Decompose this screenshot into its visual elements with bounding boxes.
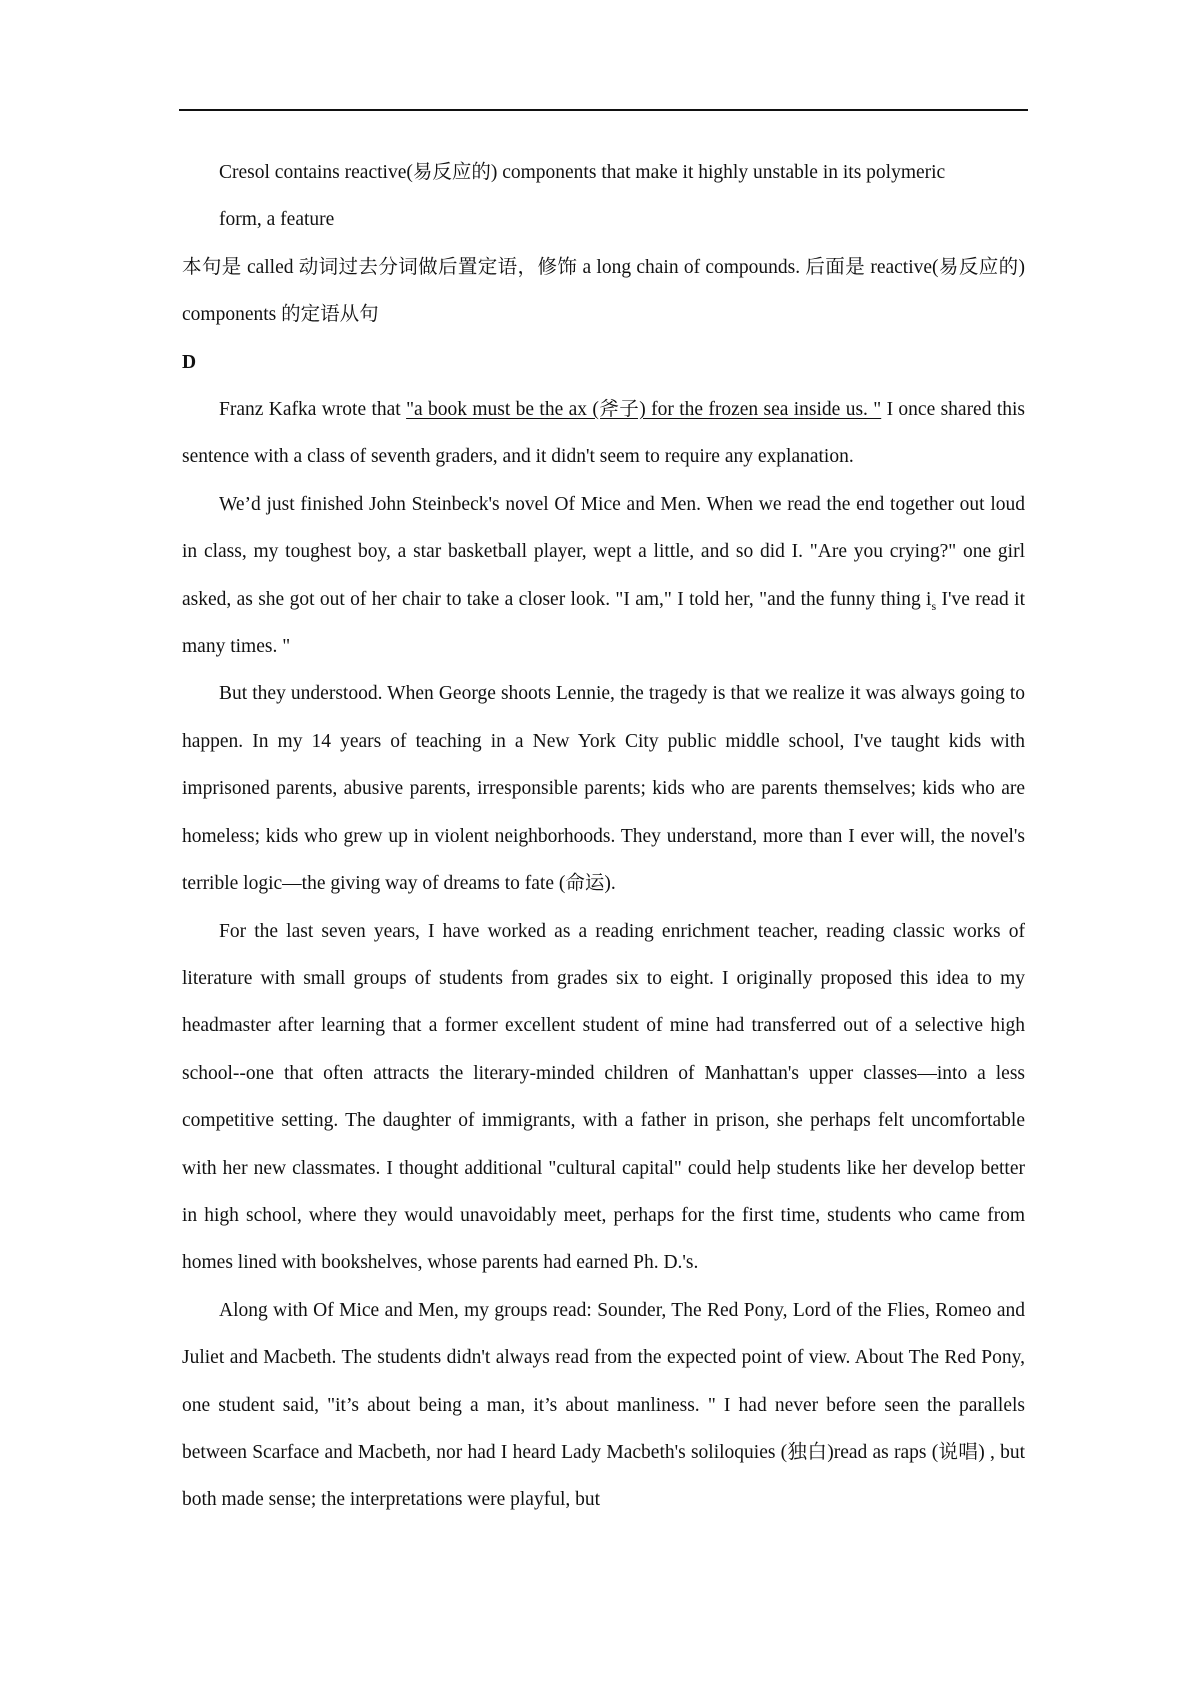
document-body [182,149,1025,1524]
paragraph-2-end: I've read it many times. " [182,588,1025,658]
subscript-s: s [931,598,937,613]
intro-paragraph [182,149,1025,244]
paragraph-4: For the last seven years, I have worked as a reading enrichment teacher, reading classic works of literature with small groups of students from grades six to eight. I originally proposed this idea to my headmaster after learning that a former excellent student of mine had transferred out of a selective high school--one that often attracts the literary-minded children of Manhattan's upper classes—into a less competitive setting. The daughter of immigrants, with a father in prison, she perhaps felt uncomfortable with her new classmates. I thought additional "cultural capital" could help students like her develop better in high school, where they would unavoidably meet, perhaps for the first time, students who came from homes lined with bookshelves, whose parents had earned Ph. D.'s. [182,920,1025,1274]
paragraph-1-start: Franz Kafka wrote that [219,399,407,421]
paragraph-3: But they understood. When George shoots Lennie, the tragedy is that we realize it was always going to happen. In my 14 years of teaching in a New York City public middle school, I've taught kids with imprisoned parents, abusive parents, irresponsible parents; kids who are parents themselves; kids who are homeless; kids who grew up in violent neighborhoods. They understand, more than I ever will, the novel's terrible logic—the giving way of dreams to fate (命运). [182,683,1025,895]
intro-line-1: Cresol contains reactive(易反应的) components that make it highly unstable in its polymeric [219,162,946,183]
grammar-note: 本句是 called 动词过去分词做后置定语，修饰 a long chain of compounds. 后面是 reactive(易反应的) components 的定语从句 [182,256,1025,326]
kafka-quote: "a book must be the ax (斧子) for the frozen sea inside us. " [406,399,882,421]
paragraph-1 [182,386,1025,481]
intro-line-2: form, a feature [219,209,335,231]
paragraph-5: Along with Of Mice and Men, my groups read: Sounder, The Red Pony, Lord of the Flies, Romeo and Juliet and Macbeth. The students didn't always read from the expected point of view. About The Red Pony, one student said, "it’s about being a man, it’s about manliness. " I had never before seen the parallels between Scarface and Macbeth, nor had I heard Lady Macbeth's soliloquies (独白)read as raps (说唱) , but both made sense; the interpretations were playful, but [182,1299,1025,1511]
paragraph-1-end: I once shared this sentence with a class of seventh graders, and it didn't seem to require any explanation. [182,399,1025,468]
paragraph-2 [182,481,1025,671]
header-rule [179,109,1028,111]
section-letter: D [182,351,197,373]
paragraph-2-start: We’d just finished John Steinbeck's novel Of Mice and Men. When we read the end together out loud in class, my toughest boy, a star basketball player, wept a little, and so did I. "Are you crying?" one girl asked, as she got out of her chair to take a closer look. "I am," I told her, "and the funny thing i [182,493,1025,610]
